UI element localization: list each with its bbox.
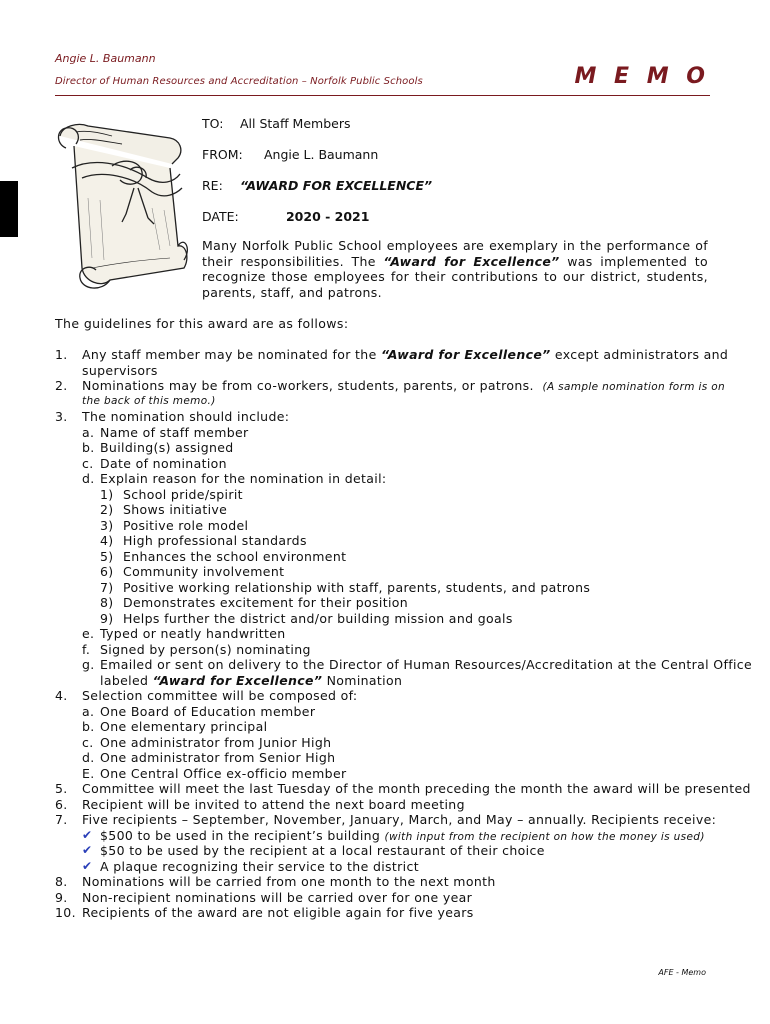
intro-paragraph <box>202 238 708 300</box>
list-item-2-cont: the back of this memo.) <box>82 394 216 407</box>
scroll-illustration <box>52 118 192 296</box>
list-item-3f: f. Signed by person(s) nominating <box>82 641 311 657</box>
list-item-3: 3. The nomination should include: <box>55 409 290 424</box>
re-field <box>202 178 432 193</box>
author-title: Director of Human Resources and Accreditation – Norfolk Public Schools <box>55 76 423 87</box>
list-item-4a: a. One Board of Education member <box>82 703 316 719</box>
list-item-2: 2. Nominations may be from co-workers, students, parents, or patrons. (A sample nomination form is on <box>55 378 726 393</box>
reason-6: 6) Community involvement <box>100 564 285 579</box>
check-icon: ✔ <box>82 858 93 873</box>
re-label: RE: <box>202 178 223 193</box>
reward-2: ✔ $50 to be used by the recipient at a local restaurant of their choice <box>82 843 545 858</box>
list-item-9: 9. Non-recipient nominations will be carried over for one year <box>55 889 473 905</box>
list-item-3a: a. Name of staff member <box>82 424 249 440</box>
footer-label: AFE - Memo <box>658 968 706 977</box>
date-label: DATE: <box>202 209 239 224</box>
list-item-8: 8. Nominations will be carried from one month to the next month <box>55 874 496 889</box>
to-label: TO: <box>202 116 224 131</box>
guidelines-intro: The guidelines for this award are as follows: <box>55 316 349 331</box>
list-item-4e: E. One Central Office ex-officio member <box>82 765 347 781</box>
guidelines-list <box>55 347 753 921</box>
list-item-4: 4. Selection committee will be composed of: <box>55 688 358 703</box>
list-item-7: 7. Five recipients – September, November, January, March, and May – annually. Recipients receive: <box>55 812 717 827</box>
reward-3: ✔ A plaque recognizing their service to the district <box>82 858 419 874</box>
reason-1: 1) School pride/spirit <box>100 486 243 502</box>
re-value: “AWARD FOR EXCELLENCE” <box>239 178 433 193</box>
list-item-10: 10. Recipients of the award are not eligible again for five years <box>55 905 474 920</box>
black-side-tab <box>0 181 18 237</box>
list-item-5: 5. Committee will meet the last Tuesday of the month preceding the month the award will be presented <box>55 781 751 796</box>
list-item-3g: g. Emailed or sent on delivery to the Director of Human Resources/Accreditation at the Central Office <box>82 657 753 672</box>
list-item-4d: d. One administrator from Senior High <box>82 750 336 765</box>
intro-award: “Award for Excellence” <box>383 253 560 269</box>
reason-2: 2) Shows initiative <box>100 502 228 517</box>
list-item-3e: e. Typed or neatly handwritten <box>82 626 286 641</box>
list-item-4c: c. One administrator from Junior High <box>82 734 332 750</box>
reason-3: 3) Positive role model <box>100 517 249 533</box>
check-icon: ✔ <box>82 827 93 842</box>
check-icon: ✔ <box>82 843 93 857</box>
intro-part2: was implemented to recognize those employees for their contributions to our district, students, parents, staff, and patrons. <box>202 253 709 300</box>
header-rule <box>55 95 710 96</box>
list-item-4b: b. One elementary principal <box>82 719 268 734</box>
list-item-6: 6. Recipient will be invited to attend the next board meeting <box>55 796 465 812</box>
date-value: 2020 - 2021 <box>285 209 370 224</box>
reason-5: 5) Enhances the school environment <box>100 548 347 564</box>
to-value: All Staff Members <box>239 116 351 131</box>
list-item-1: 1. Any staff member may be nominated for the “Award for Excellence” except administrators and <box>55 347 729 362</box>
intro-part1: Many Norfolk Public School employees are exemplary in the performance of their responsibilities. The <box>202 238 708 269</box>
reason-8: 8) Demonstrates excitement for their position <box>100 595 409 610</box>
memo-heading: M E M O <box>574 64 710 89</box>
list-item-3c: c. Date of nomination <box>82 455 227 471</box>
author-name: Angie L. Baumann <box>55 52 156 65</box>
from-field <box>202 147 378 162</box>
to-field <box>202 116 350 131</box>
list-item-1-cont: supervisors <box>82 362 158 378</box>
reason-4: 4) High professional standards <box>100 533 307 548</box>
from-value: Angie L. Baumann <box>263 147 379 162</box>
reason-7: 7) Positive working relationship with staff, parents, students, and patrons <box>100 579 591 595</box>
list-item-3b: b. Building(s) assigned <box>82 440 234 455</box>
list-item-3d: d. Explain reason for the nomination in detail: <box>82 471 387 486</box>
reason-9: 9) Helps further the district and/or building mission and goals <box>100 610 513 626</box>
list-item-3g-cont: labeled “Award for Excellence” Nomination <box>100 672 403 688</box>
from-label: FROM: <box>202 147 243 162</box>
reward-1: ✔ $500 to be used in the recipient’s building (with input from the recipient on how the money is used) <box>82 827 705 843</box>
date-field <box>202 209 369 224</box>
